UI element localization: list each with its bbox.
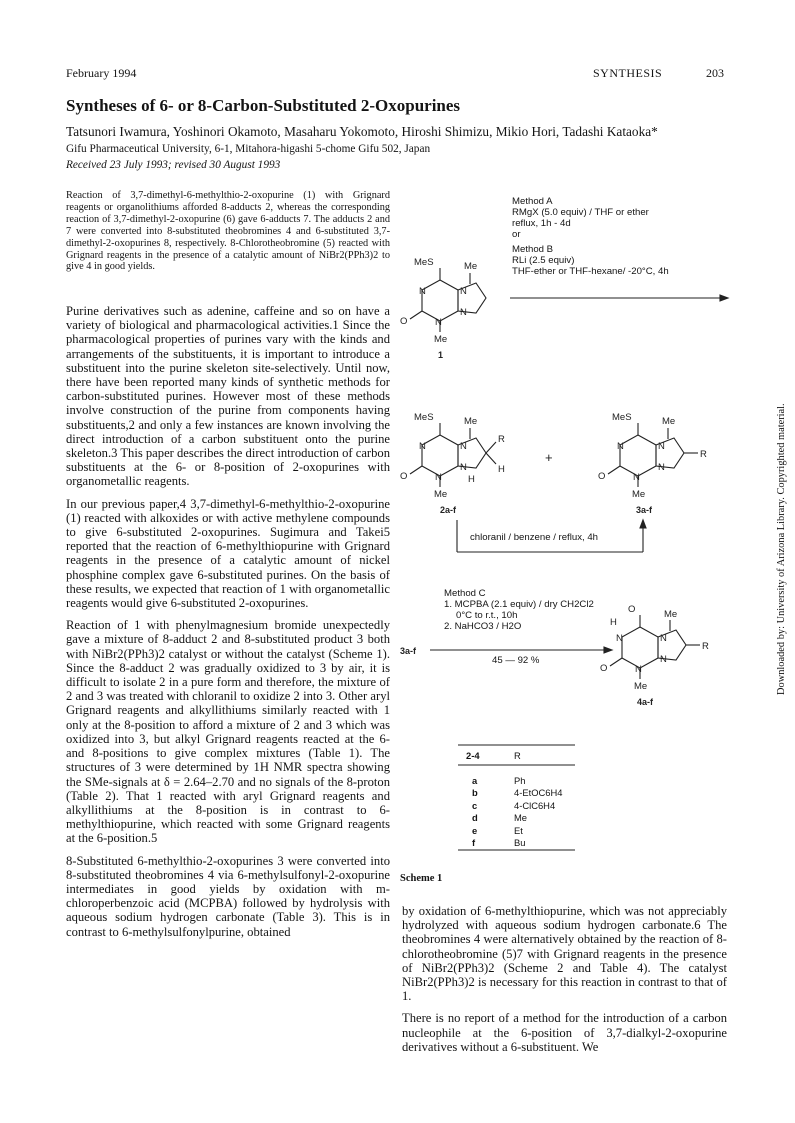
- svg-text:O: O: [400, 471, 408, 482]
- svg-text:N: N: [658, 462, 665, 473]
- svg-text:N: N: [658, 441, 665, 452]
- table-row: e Et: [472, 824, 523, 836]
- svg-text:MeS: MeS: [414, 257, 434, 268]
- svg-text:N: N: [460, 441, 467, 452]
- svg-text:N: N: [435, 317, 442, 328]
- paragraph: 8-Substituted 6-methylthio-2-oxopurines 3 were converted into 8-substituted theobromines 4 via 6-methylsulfonyl-2-oxopurine intermediates in good yields by oxidation with m-chloroperbenzoic acid (MCPBA) followed by hydrolysis with aqueous sodium hydrogen carbonate (Table 3). This is in contrast to 6-methylsulfonylpurine, obtained: [66, 853, 390, 939]
- svg-text:MeS: MeS: [414, 412, 434, 423]
- header-page-number: 203: [706, 66, 724, 80]
- svg-text:N: N: [635, 664, 642, 675]
- abstract: Reaction of 3,7-dimethyl-6-methylthio-2-oxopurine (1) with Grignard reagents or organolithiums afforded 8-adducts 2, whereas the corresponding reaction of 3,7-dimethyl-2-oxopurine (6) gave 6-adducts 7. The adducts 2 and 7 were converted into 8-substituted theobromines 4 and 6-substituted 3,7-dimethyl-2-oxopurines 8, respectively. 8-Chlorotheobromine (5) reacted with Grignard reagents in the presence of a catalytic amount of NiBr2(PPh3)2 to give 4 in good yields.: [66, 190, 390, 273]
- svg-text:MeS: MeS: [612, 412, 632, 423]
- header-journal: SYNTHESIS: [593, 66, 663, 80]
- method-b: Method B RLi (2.5 equiv) THF-ether or THF-hexane/ -20°C, 4h: [512, 244, 669, 277]
- svg-text:Me: Me: [632, 489, 646, 500]
- left-column: [66, 304, 390, 947]
- svg-text:Me: Me: [464, 416, 478, 427]
- svg-text:R: R: [498, 434, 505, 445]
- svg-text:Me: Me: [464, 261, 478, 272]
- download-sidebar: Downloaded by: University of Arizona Library. Copyrighted material.: [776, 403, 787, 695]
- svg-text:N: N: [460, 286, 467, 297]
- svg-text:H: H: [468, 474, 475, 485]
- svg-text:N: N: [435, 472, 442, 483]
- yield-range: 45 — 92 %: [492, 655, 540, 666]
- article-title: Syntheses of 6- or 8-Carbon-Substituted 2-Oxopurines: [66, 96, 461, 115]
- scheme-1: [400, 180, 740, 890]
- svg-text:N: N: [633, 472, 640, 483]
- svg-text:N: N: [617, 441, 624, 452]
- compound-label-3: 3a-f: [636, 505, 653, 515]
- svg-text:H: H: [498, 464, 505, 475]
- svg-text:N: N: [460, 307, 467, 318]
- svg-text:O: O: [600, 663, 608, 674]
- table-header: R: [514, 749, 521, 761]
- paragraph: by oxidation of 6-methylthiopurine, which was not appreciably hydrolyzed with aqueous sodium hydrogen carbonate.6 The theobromines 4 were alternatively obtained by the reaction of 8-chlorotheobromine (5)7 with Grignard reagents in the presence of NiBr2(PPh3)2 (Scheme 2 and Table 4). The catalyst NiBr2(PPh3)2 is necessary for this reaction in contrast to that of 1.: [402, 904, 727, 1004]
- received-date: Received 23 July 1993; revised 30 August 1993: [66, 159, 281, 171]
- affiliation: Gifu Pharmaceutical University, 6-1, Mitahora-higashi 5-chome Gifu 502, Japan: [66, 143, 431, 155]
- svg-text:O: O: [628, 604, 636, 615]
- svg-text:Me: Me: [634, 681, 648, 692]
- table-row: a Ph: [472, 774, 526, 786]
- table-header: 2-4: [466, 749, 480, 761]
- svg-text:O: O: [598, 471, 606, 482]
- authors: Tatsunori Iwamura, Yoshinori Okamoto, Masaharu Yokomoto, Hiroshi Shimizu, Mikio Hori, Tadashi Kataoka*: [66, 124, 658, 139]
- svg-text:O: O: [400, 316, 408, 327]
- svg-text:N: N: [660, 654, 667, 665]
- svg-text:Me: Me: [664, 609, 678, 620]
- table-row: d Me: [472, 812, 528, 824]
- method-a: Method A RMgX (5.0 equiv) / THF or ether reflux, 1h - 4d or: [512, 196, 649, 240]
- compound-label-3b: 3a-f: [400, 646, 417, 656]
- table-row: c 4-ClC6H4: [472, 799, 556, 811]
- right-column: [402, 904, 727, 1062]
- svg-text:Me: Me: [662, 416, 676, 427]
- table-row: b 4-EtOC6H4: [472, 787, 563, 799]
- svg-text:N: N: [419, 286, 426, 297]
- compound-label-1: 1: [438, 350, 444, 360]
- plus-sign: +: [545, 450, 553, 465]
- paragraph: Reaction of 1 with phenylmagnesium bromide unexpectedly gave a mixture of 8-adduct 2 and 8-substituted product 3 both with NiBr2(PPh3)2 catalyst or without the catalyst (Scheme 1). Since the 8-adduct 2 was gradually oxidized to 3 by air, it is difficult to isolate 2 in a pure form and therefore, the mixture of 2 and 3 was treated with chloranil to oxidize 2 into 3. Other aryl Grignard reagents and alkyllithiums similarly reacted with 1 only at the 8-position to afford a mixture of 2 and 3 which was oxidized into 3, but alkyl Grignard reagents reacted at the 6- and 8-positions to give complex mixtures (Table 1). The structures of 3 were determined by 1H NMR spectra showing the SMe-signals at δ = 2.64–2.70 and no signals of the 8-proton (Table 2). That 1 reacted with aryl Grignard reagents and alkyllithiums at the 8-position is in contrast to 6-methylthiopurine, which reacted with some Grignard reagents at the 6-position.5: [66, 618, 390, 846]
- chloranil-conditions: chloranil / benzene / reflux, 4h: [470, 532, 598, 543]
- scheme-caption: Scheme 1: [400, 873, 443, 884]
- svg-text:Me: Me: [434, 334, 448, 345]
- paragraph: Purine derivatives such as adenine, caffeine and so on have a variety of biological and pharmacological activities.1 Since the pharmacological properties of purines vary with the kinds and arrangements of the substituents, it is important to introduce a substituent into the purine skeleton site-selectively. Until now, there have been reported many kinds of synthetic methods for carbon-substituted purines. However most of these methods involve construction of the purine from components having substituents,2 and only a few instances are known involving the direct introduction of a carbon substituent onto the purine skeleton.3 This paper describes the direct introduction of carbon substituents at the 6- or 8-position of 2-oxopurines with organometallic reagents.: [66, 304, 390, 489]
- svg-text:N: N: [419, 441, 426, 452]
- svg-text:R: R: [700, 449, 707, 460]
- svg-text:N: N: [660, 633, 667, 644]
- table-row: f Bu: [472, 837, 526, 849]
- method-c: Method C 1. MCPBA (2.1 equiv) / dry CH2Cl2 0°C to r.t., 10h 2. NaHCO3 / H2O: [444, 588, 594, 632]
- svg-text:N: N: [616, 633, 623, 644]
- paragraph: In our previous paper,4 3,7-dimethyl-6-methylthio-2-oxopurine (1) reacted with alkoxides or with active methylene compounds to give 6-substituted 2-oxopurines. Sugimura and Takei5 reported that the reaction of 6-methylthiopurine with Grignard reagents in the presence of a catalytic amount of nickel phosphine complex gave 6-substituted purines. On the basis of these results, we expected that reaction of 1 with organometallic reagents would give 6-substituted 2-oxopurines.: [66, 496, 390, 611]
- svg-text:N: N: [460, 462, 467, 473]
- header-date: February 1994: [66, 66, 137, 80]
- svg-text:Me: Me: [434, 489, 448, 500]
- compound-label-2: 2a-f: [440, 505, 457, 515]
- svg-text:H: H: [610, 617, 617, 628]
- compound-label-4: 4a-f: [637, 697, 654, 707]
- svg-text:R: R: [702, 641, 709, 652]
- paragraph: There is no report of a method for the introduction of a carbon nucleophile at the 6-position of 3,7-dialkyl-2-oxopurine derivatives without a 6-substituent. We: [402, 1011, 727, 1054]
- substituent-table: [466, 749, 562, 849]
